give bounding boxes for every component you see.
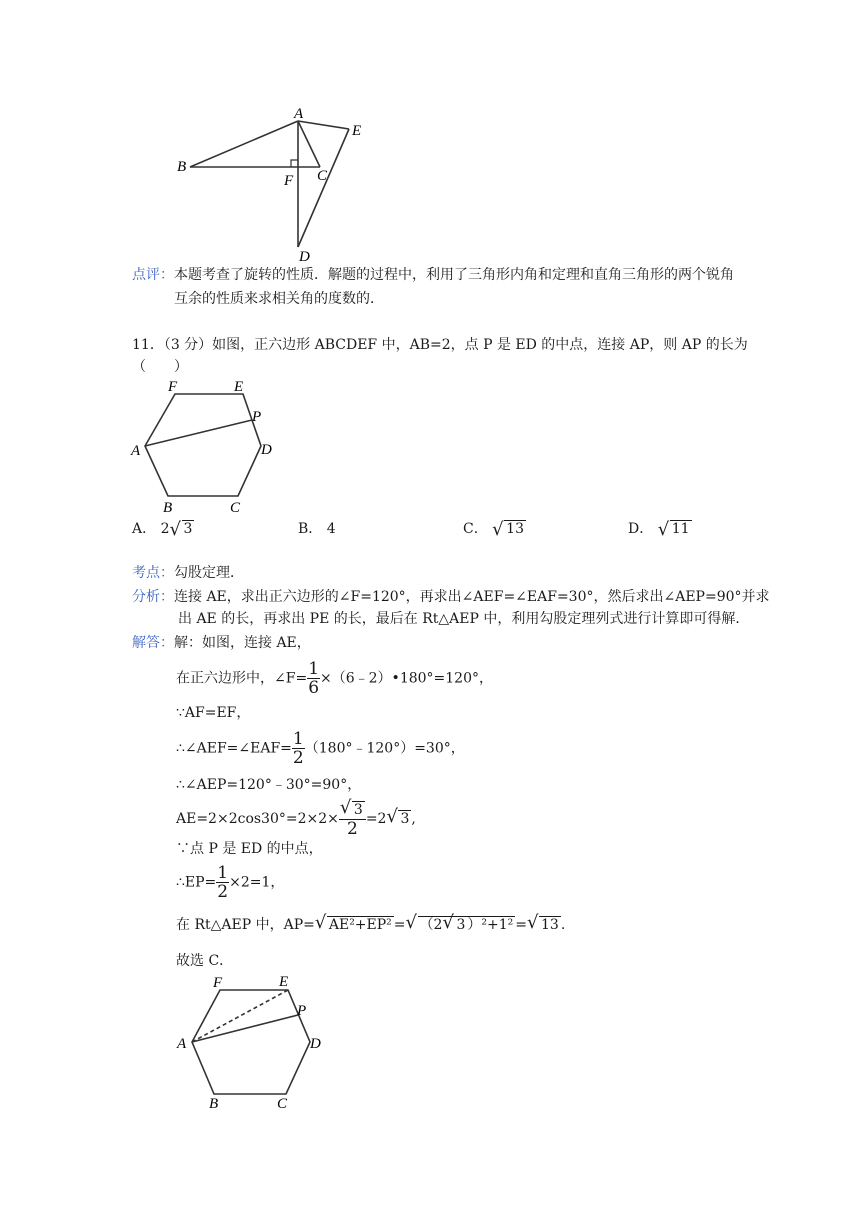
option-a: A． 2 √ 3 [132, 519, 193, 540]
step-5: AE=2×2cos30°=2×2× √ 3 2 =2 √ 3 , [176, 797, 416, 839]
hex2-label-b: B [209, 1096, 219, 1112]
hex-label-e: E [234, 379, 244, 395]
label-d: D [299, 249, 310, 265]
segment-ap [145, 420, 252, 446]
hex2-label-f: F [213, 975, 223, 991]
fenxi-line-2: 出 AE 的长，再求出 PE 的长，最后在 Rt△AEP 中，利用勾股定理列式进行计算即可得解． [178, 611, 750, 627]
step-2: ∵AF=EF， [176, 705, 251, 721]
comment-section [132, 264, 812, 314]
hexagon-figure [128, 376, 278, 516]
hex-label-d: D [261, 442, 272, 458]
fenxi-tag: 分析： [132, 589, 174, 605]
hexagon-outline [145, 394, 261, 496]
option-c: C． √ 13 [463, 519, 524, 540]
comment-tag: 点评： [132, 267, 174, 283]
hex-label-a: A [131, 443, 141, 459]
label-e: E [352, 123, 362, 139]
step-4: ∴∠AEP=120°﹣30°=90°， [176, 777, 362, 793]
option-d: D． √ 11 [628, 519, 690, 540]
line-ed [298, 129, 349, 247]
hex2-label-e: E [279, 974, 289, 990]
step-8: 在 Rt△AEP 中，AP= √ AE²+EP² = √ （2 √ 3 ）²+1² = √ 13 . [176, 912, 566, 933]
label-f: F [284, 173, 294, 189]
step-6: ∵点 P 是 ED 的中点， [176, 841, 323, 857]
hex-label-p: P [252, 409, 262, 425]
kaodian-tag: 考点： [132, 565, 174, 581]
step-1: 在正六边形中，∠F= $\frac{1}{6}$ ×（6﹣2）•180°=120°， [176, 659, 493, 698]
label-b: B [177, 159, 187, 175]
hex-label-f: F [168, 379, 178, 395]
hexagon-solution-figure [172, 972, 332, 1112]
jieda-tag: 解答： [132, 635, 174, 651]
question-line-1: 11．（3 分）如图，正六边形 ABCDEF 中，AB=2，点 P 是 ED 的中点，连接 AP，则 AP 的长为 [132, 337, 748, 353]
jieda-intro: 解：如图，连接 AE， [174, 635, 311, 651]
step-3: ∴∠AEF=∠EAF= $\frac{1}{2}$ （180°﹣120°）=30°， [176, 729, 465, 768]
hexagon2-outline [192, 990, 310, 1094]
right-angle-mark [291, 160, 298, 167]
line-ac [298, 121, 320, 167]
hex2-label-c: C [277, 1096, 288, 1112]
question-line-2: （ ） [132, 359, 188, 375]
line-ab [190, 121, 298, 167]
hex2-label-a: A [177, 1036, 187, 1052]
solution-steps [176, 656, 816, 976]
kaodian-text: 勾股定理． [174, 565, 244, 581]
analysis-section [132, 562, 822, 662]
question-11 [132, 334, 812, 380]
label-a: A [294, 106, 304, 122]
hex2-label-p: P [297, 1003, 307, 1019]
step-9: 故选 C． [176, 953, 234, 969]
label-c: C [317, 168, 328, 184]
rotation-figure [170, 105, 370, 265]
segment2-ap [192, 1015, 298, 1042]
comment-line-1: 本题考查了旋转的性质．解题的过程中，利用了三角形内角和定理和直角三角形的两个锐角 [174, 267, 734, 283]
hex-label-b: B [163, 500, 173, 516]
option-b: B． 4 [298, 521, 336, 537]
hex-label-c: C [230, 500, 241, 516]
comment-line-2: 互余的性质来求相关角的度数的． [174, 291, 384, 307]
line-ae [298, 121, 349, 129]
hex2-label-d: D [310, 1036, 321, 1052]
fenxi-line-1: 连接 AE，求出正六边形的∠F=120°，再求出∠AEF=∠EAF=30°，然后求出∠AEP=90°并求 [174, 589, 770, 605]
step-7: ∴EP= $\frac{1}{2}$ ×2=1， [176, 863, 285, 902]
